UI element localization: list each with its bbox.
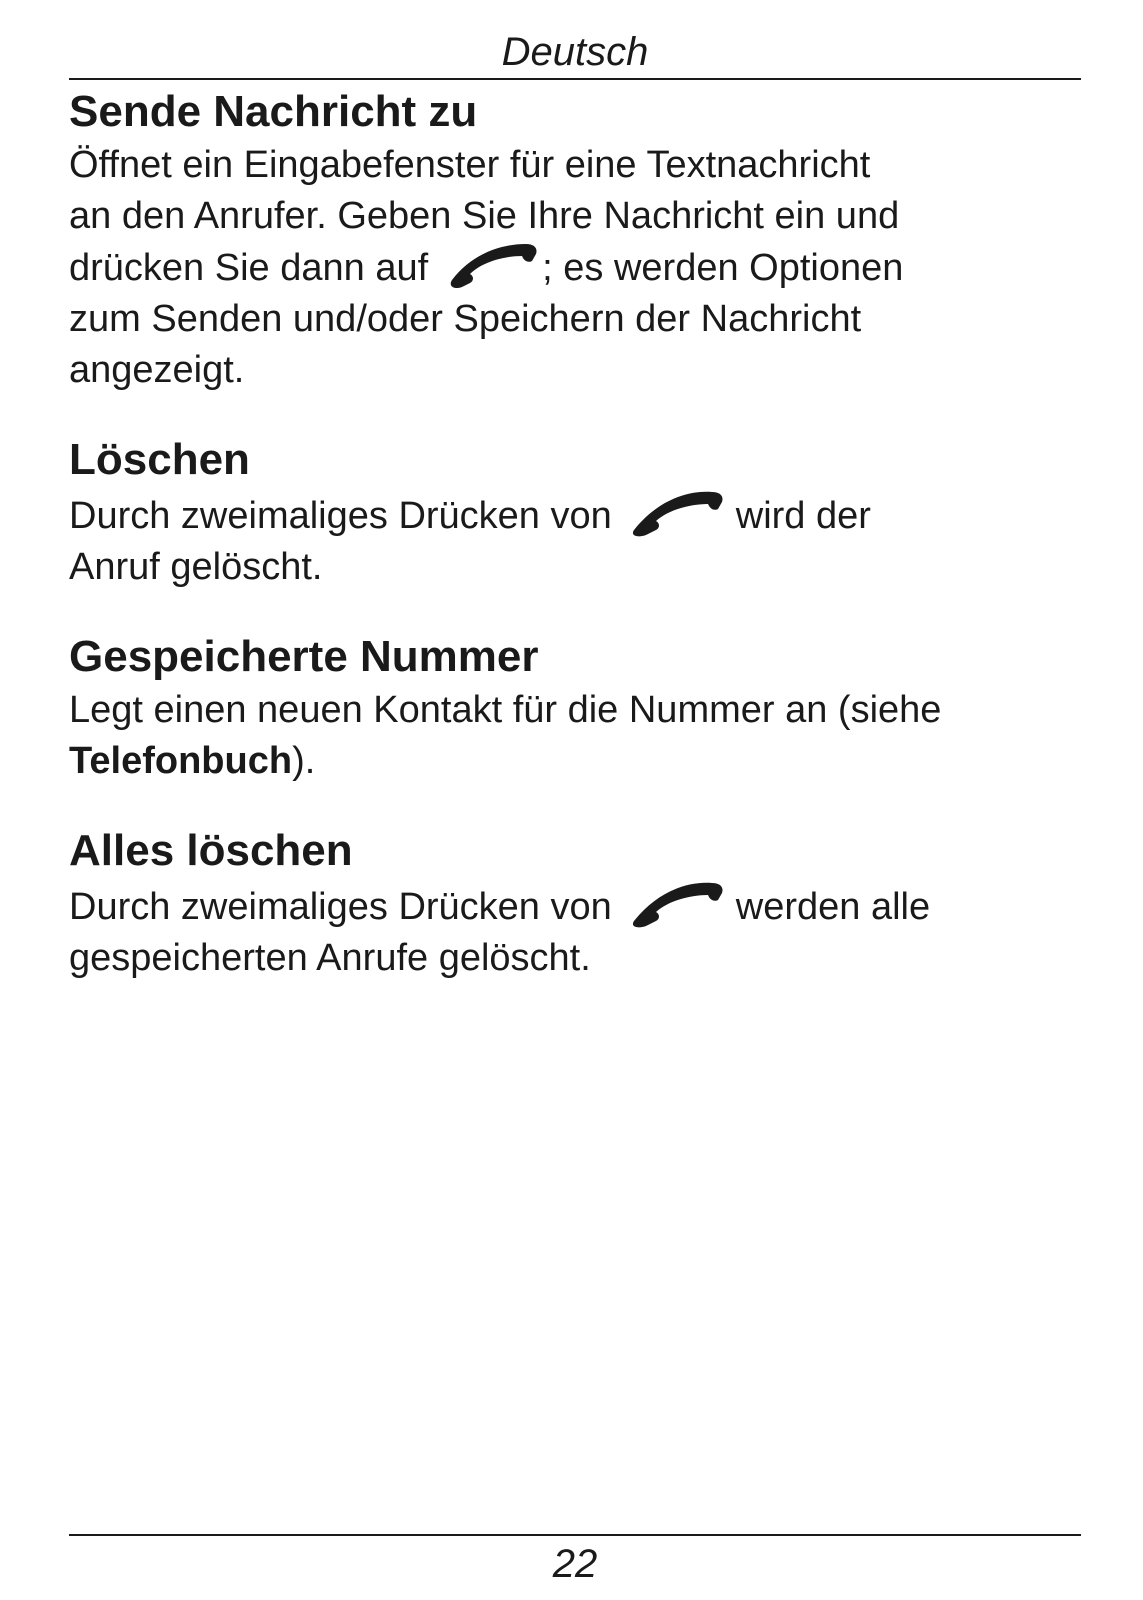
cross-reference: Telefonbuch	[69, 740, 293, 782]
section-sende-nachricht	[69, 84, 1099, 396]
header-divider	[69, 78, 1081, 80]
body-line-with-icon	[69, 879, 1099, 933]
body-line-with-icon	[69, 242, 1099, 294]
section-title: Löschen	[69, 435, 250, 484]
section-title: Gespeicherte Nummer	[69, 632, 539, 681]
running-header: Deutsch	[501, 30, 649, 74]
section-title: Alles löschen	[69, 826, 353, 875]
body-text: Durch zweimaliges Drücken von	[69, 886, 612, 928]
body-line: Öffnet ein Eingabefenster für eine Textnachricht	[69, 144, 871, 186]
section-title: Sende Nachricht zu	[69, 87, 478, 136]
page-content	[69, 84, 1099, 984]
body-text: drücken Sie dann auf	[69, 247, 429, 289]
body-line: angezeigt.	[69, 349, 245, 391]
footer-divider	[69, 1534, 1081, 1536]
section-loeschen	[69, 432, 1099, 593]
phone-handset-icon	[446, 242, 538, 290]
body-line-with-icon	[69, 488, 1099, 542]
body-line: an den Anrufer. Geben Sie Ihre Nachricht ein und	[69, 195, 900, 237]
phone-handset-icon	[630, 879, 724, 929]
section-gespeicherte-nummer	[69, 629, 1099, 787]
body-text: wird der	[735, 495, 871, 537]
body-line: zum Senden und/oder Speichern der Nachricht	[69, 298, 862, 340]
section-alles-loeschen	[69, 823, 1099, 984]
body-text: ).	[292, 740, 316, 782]
page-number: 22	[552, 1542, 598, 1586]
phone-handset-icon	[630, 488, 724, 538]
body-line: Legt einen neuen Kontakt für die Nummer an (siehe	[69, 689, 942, 731]
body-line: Anruf gelöscht.	[69, 546, 323, 588]
body-text: ; es werden Optionen	[542, 247, 904, 289]
body-text: Durch zweimaliges Drücken von	[69, 495, 612, 537]
body-text: werden alle	[735, 886, 931, 928]
body-line-with-bold	[69, 736, 1099, 787]
body-line: gespeicherten Anrufe gelöscht.	[69, 937, 591, 979]
